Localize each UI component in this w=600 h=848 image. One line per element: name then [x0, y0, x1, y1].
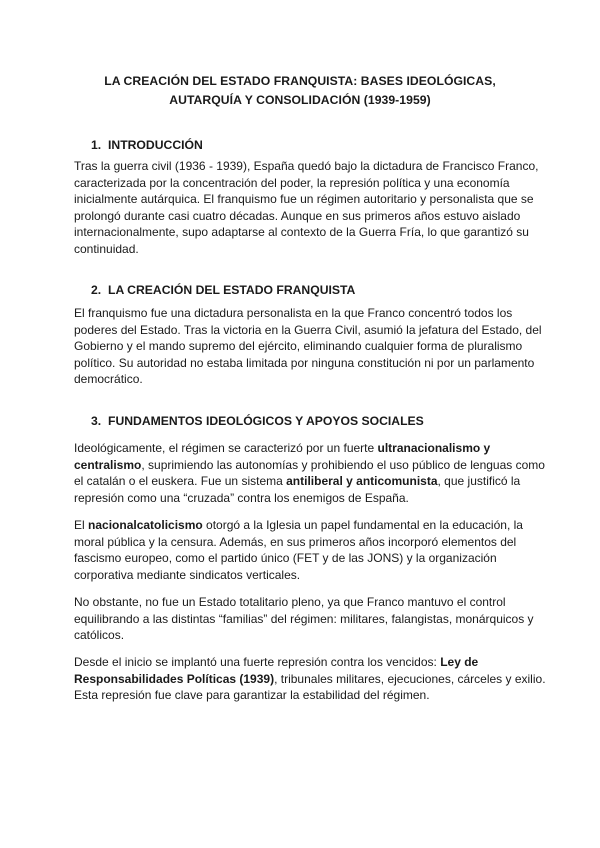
- text-run: , tribunales militares, ejecuciones, cárceles y exilio.: [274, 671, 546, 686]
- text-run: otorgó a la Iglesia un papel fundamental en la educación, la: [202, 518, 523, 532]
- text-line: [74, 473, 544, 490]
- text-line: democrático.: [74, 372, 143, 386]
- bold-term-responsabilidades-politicas: Responsabilidades Políticas (1939): [74, 671, 275, 686]
- text-line: [74, 654, 544, 671]
- text-line: poderes del Estado. Tras la victoria en la Guerra Civil, asumió la jefatura del Estado, del: [74, 322, 542, 337]
- text-line: caracterizada por la concentración del poder, la represión política y una economía: [74, 175, 510, 190]
- text-line: internacionalmente, supo adaptarse al contexto de la Guerra Fría, lo que garantizó su: [74, 225, 529, 239]
- text-line: represión como una “cruzada” contra los enemigos de España.: [74, 490, 409, 505]
- text-run: , que justificó la: [437, 474, 521, 488]
- text-line: [74, 517, 544, 534]
- section-title: FUNDAMENTOS IDEOLÓGICOS Y APOYOS SOCIALES: [108, 414, 424, 428]
- text-run: Ideológicamente, el régimen se caracterizó por un fuerte: [74, 441, 378, 455]
- section-number: 2.: [91, 283, 102, 297]
- text-line: Tras la guerra civil (1936 - 1939), España quedó bajo la dictadura de Francisco Franco,: [74, 159, 539, 173]
- text-line: político. Su autoridad no estaba limitada por ninguna constitución ni por un parlamento: [74, 355, 535, 370]
- text-run: el catalán o el euskera. Fue un sistema: [74, 474, 287, 488]
- section-number: 3.: [91, 414, 102, 428]
- document-title-line-2: AUTARQUÍA Y CONSOLIDACIÓN (1939-1959): [169, 93, 431, 107]
- text-run: , suprimiendo las autonomías y prohibiendo el uso público de lenguas como: [141, 457, 545, 472]
- document-title-line-1: LA CREACIÓN DEL ESTADO FRANQUISTA: BASES IDEOLÓGICAS,: [104, 74, 496, 88]
- text-run: Desde el inicio se implantó una fuerte represión contra los vencidos:: [74, 655, 441, 669]
- section-title: INTRODUCCIÓN: [108, 138, 203, 152]
- paragraph-nacionalcatolicismo: [74, 517, 544, 583]
- section-heading-fundamentos: [91, 413, 424, 429]
- text-line: corporativa mediante sindicatos verticales.: [74, 567, 301, 582]
- bold-term-ley: Ley de: [440, 655, 479, 669]
- text-line: Gobierno y el mando supremo del ejército, eliminando cualquier forma de pluralismo: [74, 339, 523, 353]
- text-line: equilibrando a las distintas “familias” del régimen: militares, falangistas, monárquicos y: [74, 611, 534, 626]
- text-run: El: [74, 518, 89, 532]
- text-line: Esta represión fue clave para garantizar la estabilidad del régimen.: [74, 688, 430, 702]
- text-line: El franquismo fue una dictadura personalista en la que Franco concentró todos los: [74, 306, 513, 320]
- section-heading-introduccion: [91, 137, 203, 153]
- text-line: inicialmente autárquica. El franquismo fue un régimen autoritario y personalista que se: [74, 192, 534, 206]
- bold-term-ultranacionalismo: ultranacionalismo y: [377, 441, 491, 455]
- paragraph-creacion-estado: [74, 305, 544, 388]
- text-line: católicos.: [74, 628, 125, 642]
- text-line: fascismo europeo, como el partido único (FET y de las JONS) y la organización: [74, 551, 497, 565]
- text-line: No obstante, no fue un Estado totalitario pleno, ya que Franco mantuvo el control: [74, 595, 506, 609]
- text-line: prolongó durante casi cuatro décadas. Aunque en sus primeros años estuvo aislado: [74, 208, 521, 223]
- text-line: [74, 671, 544, 688]
- text-line: moral pública y la censura. Además, en sus primeros años incorporó elementos del: [74, 534, 517, 549]
- bold-term-antiliberal: antiliberal y anticomunista: [286, 474, 438, 488]
- paragraph-familias: [74, 594, 544, 644]
- document-title: [60, 72, 540, 110]
- paragraph-ideologia: [74, 440, 544, 506]
- text-line: [74, 457, 544, 474]
- text-line: continuidad.: [74, 241, 139, 256]
- paragraph-represion: [74, 654, 544, 704]
- paragraph-introduccion: [74, 158, 544, 257]
- section-number: 1.: [91, 138, 102, 152]
- bold-term-centralismo: centralismo: [74, 457, 142, 472]
- section-title: LA CREACIÓN DEL ESTADO FRANQUISTA: [108, 283, 356, 297]
- bold-term-nacionalcatolicismo: nacionalcatolicismo: [88, 518, 203, 532]
- section-heading-creacion-estado: [91, 282, 355, 298]
- text-line: [74, 440, 544, 457]
